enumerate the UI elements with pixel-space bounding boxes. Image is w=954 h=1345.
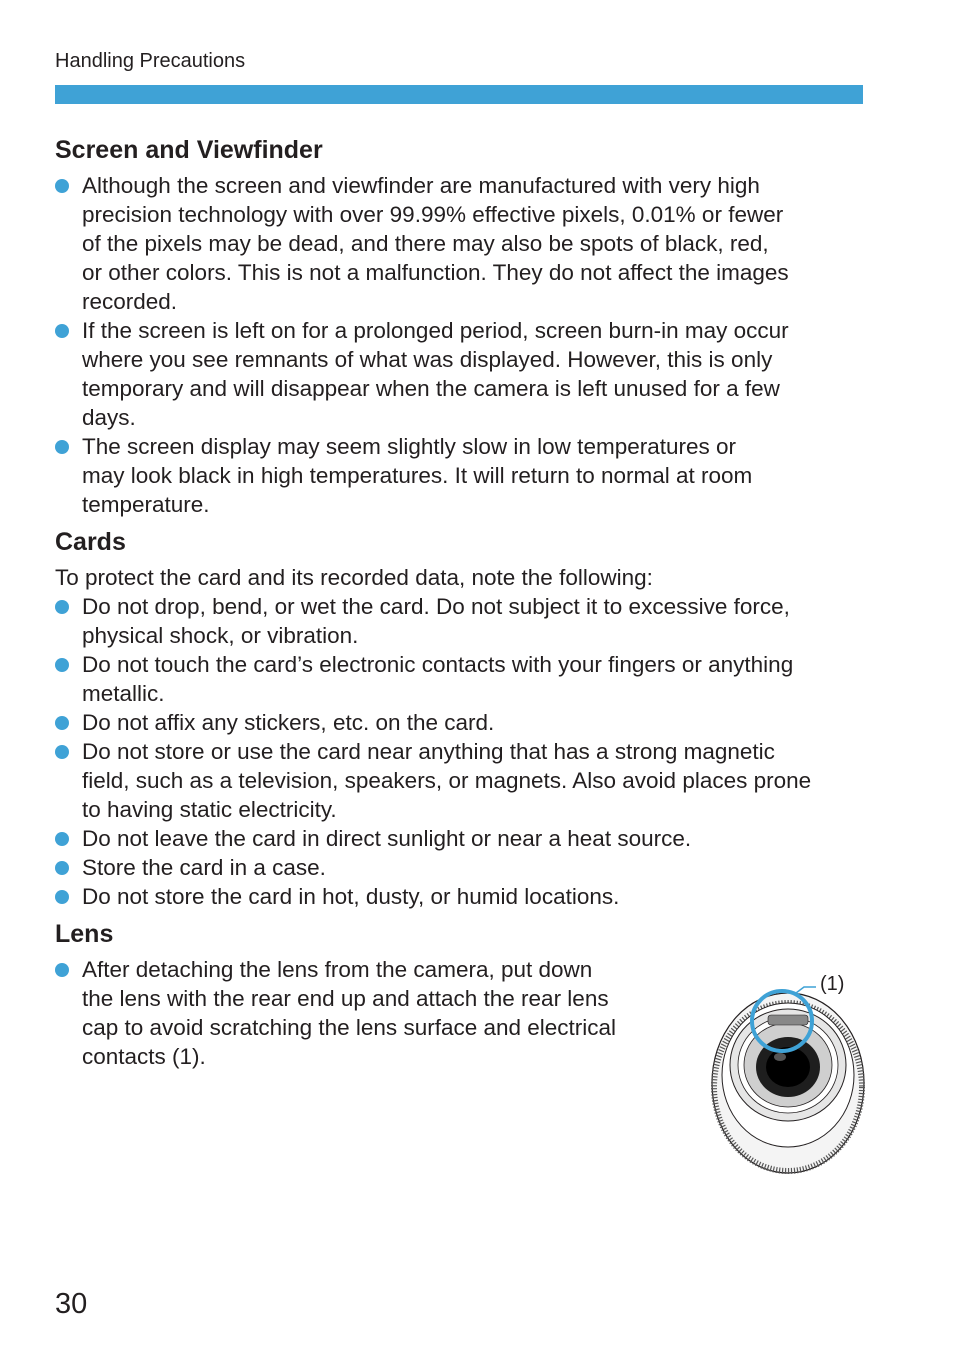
list-item: If the screen is left on for a prolonged period, screen burn-in may occur where you see remnants of what was displayed. However, this is only temporary and will disappear when the camera is left unused for a few days.: [55, 316, 789, 432]
list-item: Do not touch the card’s electronic contacts with your fingers or anything metallic.: [55, 650, 811, 708]
callout-label: (1): [820, 973, 845, 995]
lens-rear-illustration: [700, 965, 875, 1180]
bullet-icon: [55, 832, 69, 846]
section-title-cards: Cards: [55, 528, 126, 556]
bullet-icon: [55, 963, 69, 977]
bullet-icon: [55, 861, 69, 875]
list-item: Do not store or use the card near anything that has a strong magnetic field, such as a television, speakers, or magnets. Also avoid places prone to having static electricity.: [55, 737, 811, 824]
list-item: Do not drop, bend, or wet the card. Do not subject it to excessive force, physical shock, or vibration.: [55, 592, 811, 650]
bullet-icon: [55, 600, 69, 614]
cards-intro: To protect the card and its recorded data, note the following:: [55, 565, 653, 590]
bullet-icon: [55, 890, 69, 904]
list-item: Although the screen and viewfinder are manufactured with very high precision technology with over 99.99% effective pixels, 0.01% or fewer of the pixels may be dead, and there may also be spots of black, red, or other colors. This is not a malfunction. They do not affect the images recorded.: [55, 171, 789, 316]
bullet-icon: [55, 324, 69, 338]
running-header: Handling Precautions: [55, 50, 246, 72]
list-item: Store the card in a case.: [55, 853, 811, 882]
section-title-lens: Lens: [55, 920, 114, 948]
bullet-icon: [55, 440, 69, 454]
bullet-icon: [55, 745, 69, 759]
list-item: Do not store the card in hot, dusty, or humid locations.: [55, 882, 811, 911]
page-number: 30: [55, 1288, 88, 1320]
bullet-icon: [55, 716, 69, 730]
list-item: The screen display may seem slightly slow in low temperatures or may look black in high temperatures. It will return to normal at room temperature.: [55, 432, 789, 519]
bullet-icon: [55, 658, 69, 672]
list-item: Do not affix any stickers, etc. on the card.: [55, 708, 811, 737]
cards-bullet-list: [55, 592, 811, 911]
header-accent-bar: [55, 85, 863, 104]
bullet-icon: [55, 179, 69, 193]
lens-bullet-list: [55, 955, 616, 1071]
screen-bullet-list: [55, 171, 789, 519]
list-item: Do not leave the card in direct sunlight or near a heat source.: [55, 824, 811, 853]
section-title-screen: Screen and Viewfinder: [55, 136, 323, 164]
list-item: After detaching the lens from the camera, put down the lens with the rear end up and attach the rear lens cap to avoid scratching the lens surface and electrical contacts (1).: [55, 955, 616, 1071]
